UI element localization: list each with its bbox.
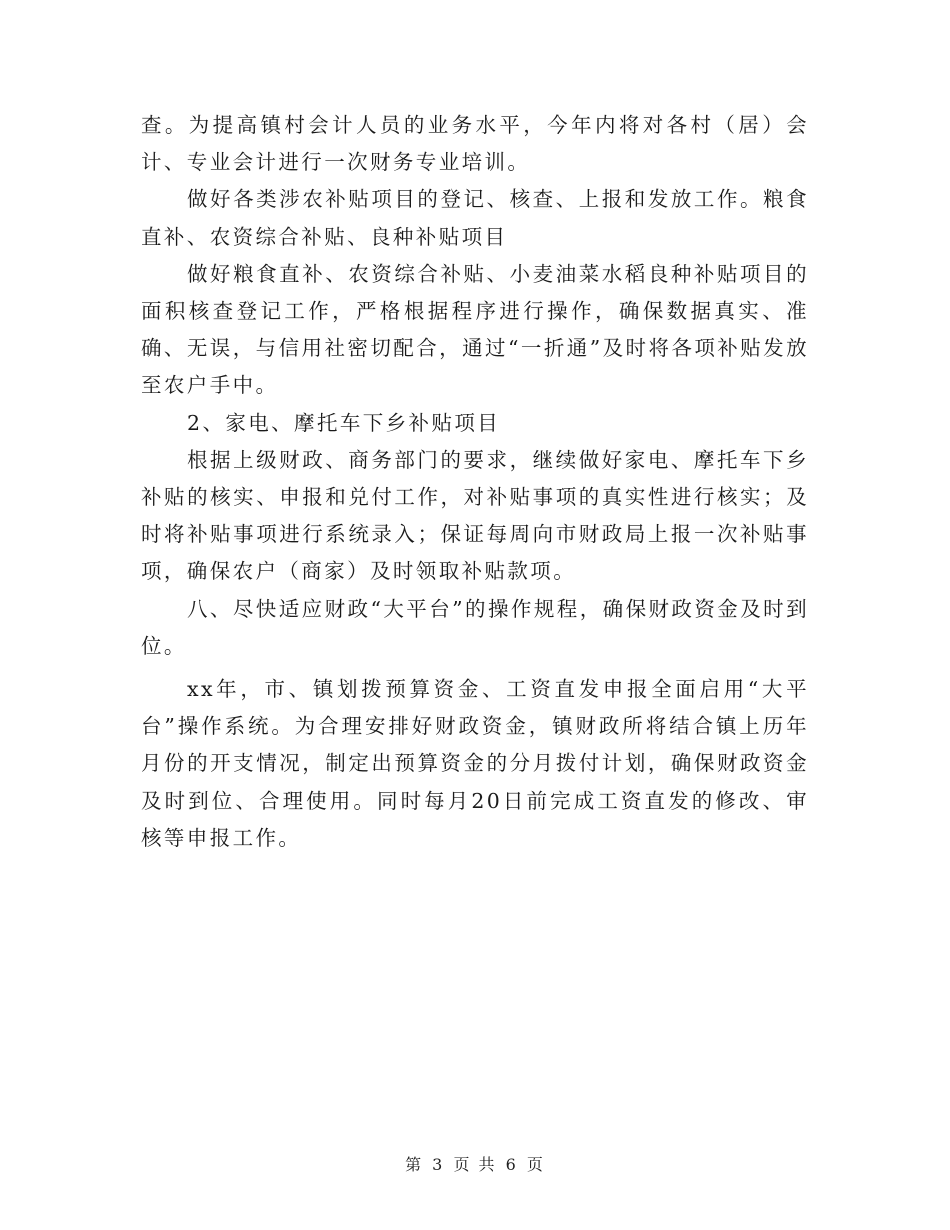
paragraph-training: 查。为提高镇村会计人员的业务水平，今年内将对各村（居）会计、专业会计进行一次财务专业培训。 — [141, 113, 809, 175]
footer-total-pages: 6 — [505, 1155, 518, 1174]
page-footer — [0, 1152, 950, 1175]
paragraph-appliance-subsidy: 根据上级财政、商务部门的要求，继续做好家电、摩托车下乡补贴的核实、申报和兑付工作，对补贴事项的真实性进行核实；及时将补贴事项进行系统录入；保证每周向市财政局上报一次补贴事项，确保农户（商家）及时领取补贴款项。 — [141, 447, 809, 584]
paragraph-platform-heading: 八、尽快适应财政“大平台”的操作规程，确保财政资金及时到位。 — [141, 596, 809, 658]
footer-suffix: 页 — [526, 1155, 545, 1174]
paragraph-grain-subsidy: 做好粮食直补、农资综合补贴、小麦油菜水稻良种补贴项目的面积核查登记工作，严格根据程序进行操作，确保数据真实、准确、无误，与信用社密切配合，通过“一折通”及时将各项补贴发放至农户手中。 — [141, 261, 809, 398]
footer-middle: 页 共 — [453, 1155, 497, 1174]
footer-current-page: 3 — [432, 1155, 445, 1174]
footer-prefix: 第 — [405, 1155, 424, 1174]
document-body — [141, 107, 809, 857]
paragraph-subsidy-intro: 做好各类涉农补贴项目的登记、核查、上报和发放工作。粮食直补、农资综合补贴、良种补贴项目 — [141, 187, 809, 249]
paragraph-platform-detail: xx年，市、镇划拨预算资金、工资直发申报全面启用“大平台”操作系统。为合理安排好财政资金，镇财政所将结合镇上历年月份的开支情况，制定出预算资金的分月拨付计划，确保财政资金及时到位、合理使用。同时每月20日前完成工资直发的修改、审核等申报工作。 — [141, 677, 809, 850]
paragraph-appliance-heading: 2、家电、摩托车下乡补贴项目 — [187, 410, 501, 435]
